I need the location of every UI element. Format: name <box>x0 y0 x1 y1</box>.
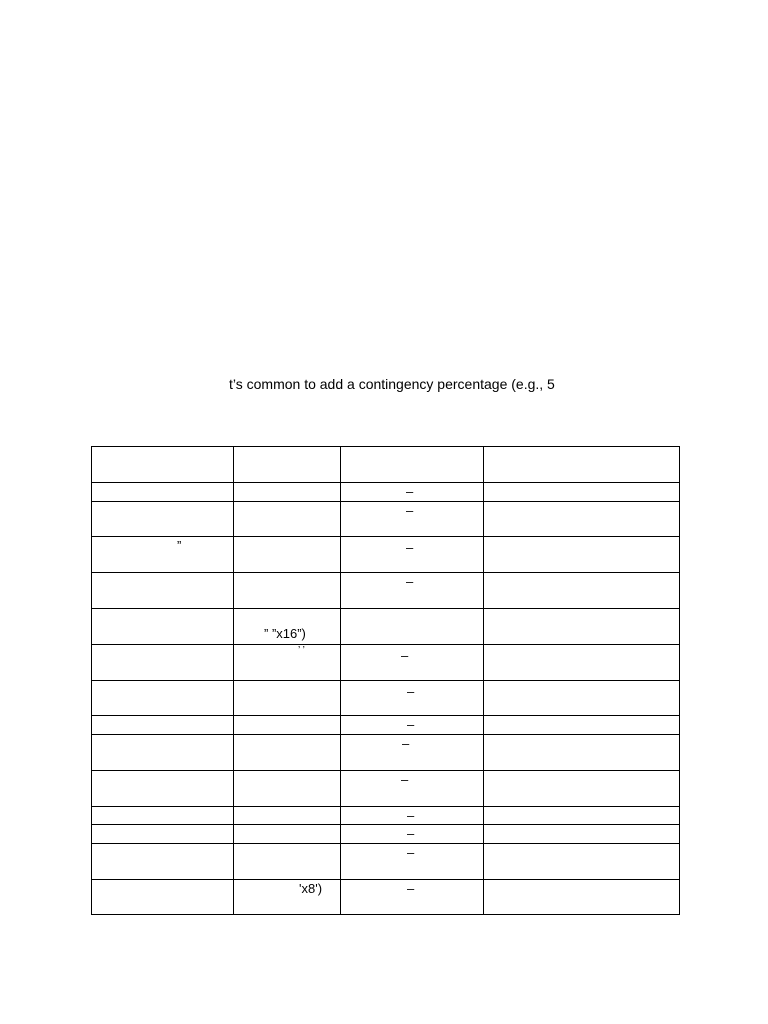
table-cell <box>341 807 484 825</box>
table-row <box>92 716 680 735</box>
table-row <box>92 735 680 771</box>
table-cell <box>341 573 484 609</box>
dash-mark: – <box>407 808 415 823</box>
dash-mark: – <box>406 503 414 518</box>
table-cell <box>341 502 484 537</box>
table-cell <box>341 447 484 483</box>
table-cell <box>484 807 680 825</box>
table-cell <box>234 825 341 844</box>
table-cell <box>484 880 680 915</box>
quote-mark: ” <box>177 538 182 553</box>
table-cell <box>92 844 234 880</box>
table-cell <box>92 609 234 645</box>
dash-mark: – <box>407 881 415 896</box>
dash-mark: – <box>407 826 415 841</box>
dash-mark: – <box>401 648 409 663</box>
table-cell <box>92 447 234 483</box>
table-row <box>92 609 680 645</box>
dash-mark: – <box>406 484 414 499</box>
dash-mark: – <box>407 717 415 732</box>
table-header-row <box>92 447 680 483</box>
table-cell <box>234 645 341 681</box>
table-row <box>92 825 680 844</box>
table-cell <box>234 573 341 609</box>
table-row <box>92 573 680 609</box>
table-cell <box>92 681 234 716</box>
table-cell <box>234 807 341 825</box>
table-cell <box>234 716 341 735</box>
table-cell <box>234 735 341 771</box>
table-cell <box>341 844 484 880</box>
table-cell <box>484 681 680 716</box>
table-cell <box>341 645 484 681</box>
body-text-fragment: t’s common to add a contingency percentage (e.g., 5 <box>229 376 555 392</box>
table-row <box>92 880 680 915</box>
table-cell <box>484 609 680 645</box>
table-cell <box>234 681 341 716</box>
dash-mark: – <box>407 684 415 699</box>
size-text: ” ”x16”) <box>264 626 306 641</box>
table-cell <box>484 447 680 483</box>
table-cell <box>234 880 341 915</box>
table-cell <box>484 645 680 681</box>
table-cell <box>484 716 680 735</box>
table-row <box>92 502 680 537</box>
table-cell <box>92 502 234 537</box>
quote-mark: ’ ’ <box>298 645 305 656</box>
table-cell <box>341 537 484 573</box>
table-cell <box>341 681 484 716</box>
table-cell <box>92 735 234 771</box>
dash-mark: – <box>402 736 410 751</box>
estimate-table <box>91 446 680 915</box>
table-cell <box>234 447 341 483</box>
table-cell <box>484 483 680 502</box>
table-cell <box>234 609 341 645</box>
table-cell <box>341 880 484 915</box>
table-cell <box>341 771 484 807</box>
table-row <box>92 645 680 681</box>
dash-mark: – <box>406 540 414 555</box>
table-cell <box>234 537 341 573</box>
table-cell <box>484 844 680 880</box>
table-row <box>92 483 680 502</box>
table-cell <box>341 716 484 735</box>
table-row <box>92 681 680 716</box>
table-cell <box>234 483 341 502</box>
dash-mark: – <box>401 772 409 787</box>
table-cell <box>341 609 484 645</box>
table-cell <box>234 844 341 880</box>
table-cell <box>484 825 680 844</box>
table-cell <box>484 573 680 609</box>
table-cell <box>92 880 234 915</box>
table-cell <box>92 771 234 807</box>
dash-mark: – <box>406 574 414 589</box>
table-row <box>92 537 680 573</box>
table-cell <box>484 502 680 537</box>
table-row <box>92 844 680 880</box>
dash-mark: – <box>407 845 415 860</box>
table-cell <box>341 825 484 844</box>
table-cell <box>484 735 680 771</box>
table-cell <box>234 502 341 537</box>
table-cell <box>92 537 234 573</box>
table-row <box>92 807 680 825</box>
table-cell <box>484 537 680 573</box>
table-cell <box>341 735 484 771</box>
table-cell <box>234 771 341 807</box>
table-cell <box>92 573 234 609</box>
table-cell <box>92 807 234 825</box>
table-cell <box>92 645 234 681</box>
table-row <box>92 771 680 807</box>
table-cell <box>484 771 680 807</box>
table-cell <box>92 716 234 735</box>
size-text: 'x8') <box>299 881 323 896</box>
table-cell <box>92 825 234 844</box>
table-cell <box>341 483 484 502</box>
table-cell <box>92 483 234 502</box>
